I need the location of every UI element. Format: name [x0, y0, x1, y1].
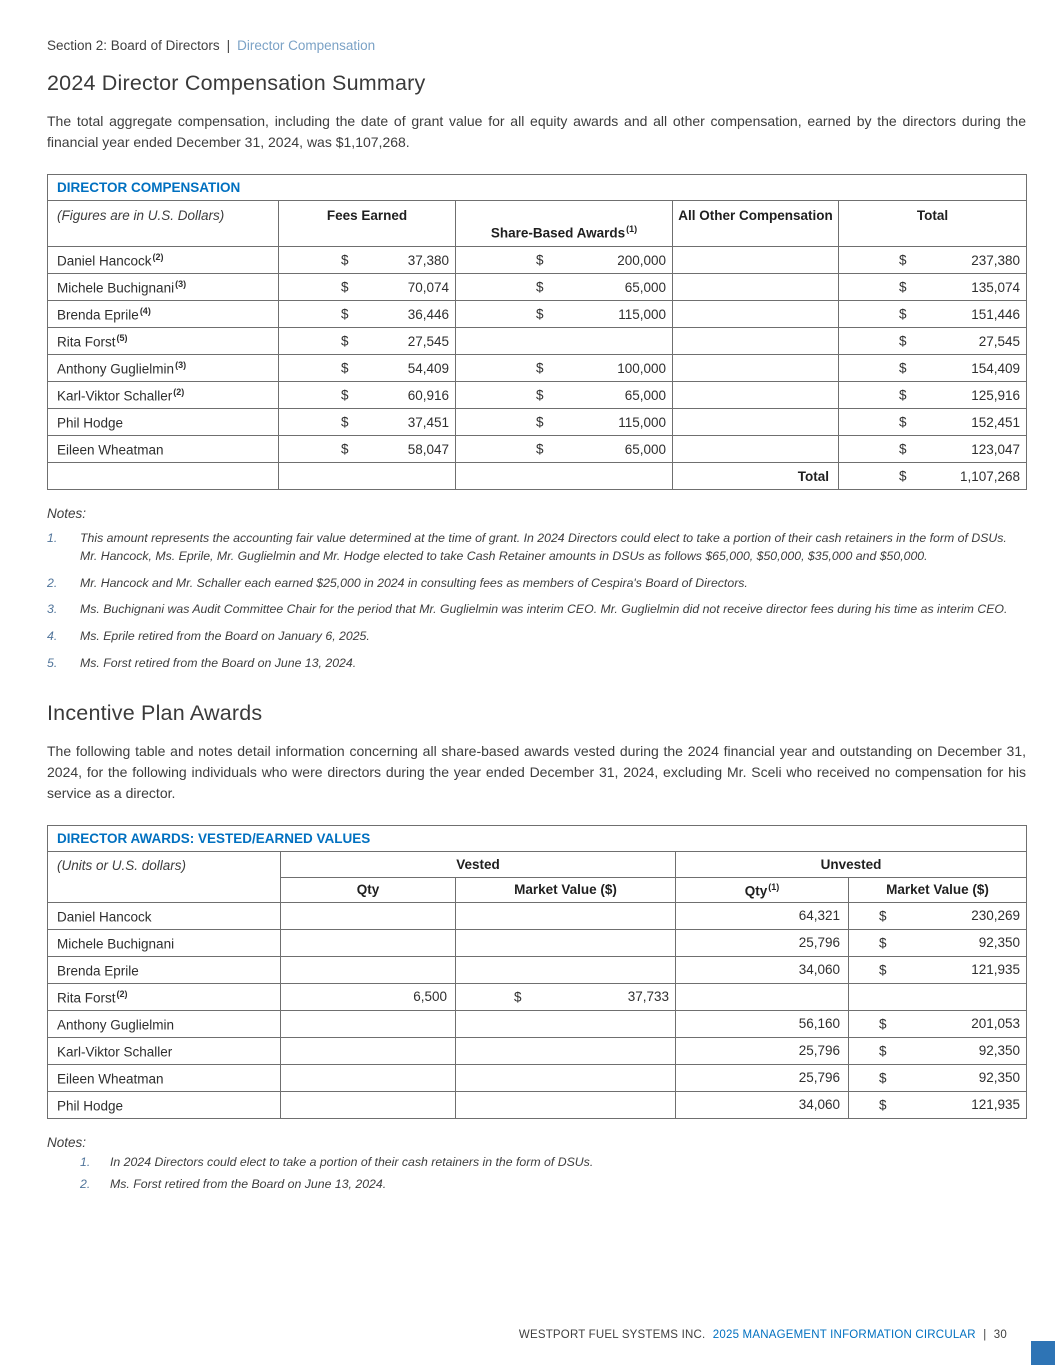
director-name-cell [48, 956, 281, 983]
unvested-qty-cell: 56,160 [676, 1010, 849, 1037]
table-row [48, 382, 1027, 409]
director-name: Phil Hodge [57, 415, 124, 431]
page-footer [519, 1329, 1007, 1341]
grand-total-amount: 1,107,268 [959, 468, 1020, 484]
vested-market-value-cell [456, 1010, 676, 1037]
footnote-ref: (3) [175, 278, 187, 289]
director-name-cell [48, 328, 279, 355]
director-name-cell [48, 247, 279, 274]
note-number: 2. [47, 575, 58, 590]
director-name-cell [48, 274, 279, 301]
fees-earned-cell: $ 54,409 [279, 355, 456, 382]
comp-table-body [48, 247, 1027, 463]
vested-qty-cell [281, 902, 456, 929]
incentive-paragraph: The following table and notes detail information concerning all share-based awards vested during the 2024 financial year and outstanding on December 31, 2024, for the following individuals who were directors during the year ended December 31, 2024, excluding Mr. Sceli who received no compensation for his service as a director. [47, 742, 1026, 801]
director-name-cell [48, 902, 281, 929]
footer-circular-title: 2025 MANAGEMENT INFORMATION CIRCULAR [712, 1329, 976, 1341]
total-row [48, 463, 1027, 490]
group-header-vested: Vested [281, 851, 676, 877]
director-name: Eileen Wheatman [57, 442, 164, 458]
unvested-qty-footnote-ref: (1) [768, 881, 780, 892]
note-number: 3. [47, 602, 58, 617]
total-cell: $ 135,074 [839, 274, 1027, 301]
director-compensation-table [47, 174, 1027, 490]
unvested-qty-cell: 34,060 [676, 956, 849, 983]
unvested-market-value-cell: $ 121,935 [849, 956, 1027, 983]
note-item [47, 655, 1026, 673]
unvested-qty-cell: 64,321 [676, 902, 849, 929]
note-text: Ms. Eprile retired from the Board on January 6, 2025. [80, 629, 370, 644]
col-header-total: Total [839, 201, 1027, 247]
breadcrumb [47, 38, 1026, 53]
vested-qty-cell [281, 1037, 456, 1064]
share-awards-cell: $ 200,000 [456, 247, 673, 274]
table-title-row [48, 175, 1027, 201]
col-header-fees-earned [279, 201, 456, 247]
total-cell: $ 123,047 [839, 436, 1027, 463]
footnote-ref: (2) [173, 386, 185, 397]
col-header-vested-market-value: Market Value ($) [456, 877, 676, 902]
director-name: Brenda Eprile [57, 307, 139, 323]
fees-earned-cell: $ 37,451 [279, 409, 456, 436]
director-name: Eileen Wheatman [57, 1071, 164, 1087]
note-text: Ms. Buchignani was Audit Committee Chair for the period that Mr. Guglielmin was interim CEO. Mr. Guglielmin did not receive director fees during his time as interim CEO. [80, 602, 1008, 617]
unvested-market-value-cell: $ 121,935 [849, 1091, 1027, 1118]
note-number: 1. [80, 1154, 91, 1169]
director-name: Daniel Hancock [57, 909, 152, 925]
director-name-cell [48, 409, 279, 436]
awards-notes-list [80, 1154, 1026, 1194]
director-name: Brenda Eprile [57, 963, 139, 979]
share-awards-cell: $ 65,000 [456, 382, 673, 409]
share-awards-cell: $ 115,000 [456, 409, 673, 436]
director-name-cell [48, 1010, 281, 1037]
note-text: Mr. Hancock and Mr. Schaller each earned $25,000 in 2024 in consulting fees as members of Cespira's Board of Directors. [80, 575, 748, 590]
awards-table-title: DIRECTOR AWARDS: VESTED/EARNED VALUES [48, 825, 1027, 851]
other-compensation-cell [673, 355, 839, 382]
vested-market-value-cell [456, 902, 676, 929]
unvested-market-value-cell: $ 201,053 [849, 1010, 1027, 1037]
director-name-cell [48, 1064, 281, 1091]
fees-earned-cell: $ 36,446 [279, 301, 456, 328]
empty-cell [456, 463, 673, 490]
other-compensation-cell [673, 274, 839, 301]
note-item [80, 1154, 1026, 1172]
note-number: 1. [47, 531, 58, 545]
awards-notes-section [47, 1135, 1026, 1194]
unvested-qty-cell: 25,796 [676, 1064, 849, 1091]
director-name: Karl-Viktor Schaller [57, 388, 173, 404]
director-name-cell [48, 301, 279, 328]
comp-notes-list [47, 530, 1026, 673]
unvested-market-value-cell: $ 92,350 [849, 1037, 1027, 1064]
other-compensation-cell [673, 328, 839, 355]
vested-market-value-cell [456, 1064, 676, 1091]
director-name: Anthony Guglielmin [57, 1017, 175, 1033]
director-name-cell [48, 382, 279, 409]
other-compensation-cell [673, 382, 839, 409]
table-row [48, 1091, 1027, 1118]
note-item [47, 628, 1026, 646]
table-row [48, 409, 1027, 436]
note-number: 2. [80, 1176, 91, 1191]
fees-earned-cell: $ 70,074 [279, 274, 456, 301]
director-name: Daniel Hancock [57, 253, 152, 269]
grand-total-cell [839, 463, 1027, 490]
table-row [48, 956, 1027, 983]
total-cell: $ 27,545 [839, 328, 1027, 355]
empty-cell [48, 463, 279, 490]
unvested-qty-cell: 25,796 [676, 1037, 849, 1064]
unvested-qty-cell: 25,796 [676, 929, 849, 956]
director-name-cell [48, 929, 281, 956]
footnote-ref: (5) [116, 332, 128, 343]
col-header-unvested-qty [676, 877, 849, 902]
notes-label: Notes: [47, 1134, 87, 1150]
total-cell: $ 237,380 [839, 247, 1027, 274]
director-name-cell [48, 436, 279, 463]
director-name: Anthony Guglielmin [57, 361, 175, 377]
note-item [80, 1176, 1026, 1194]
footer-separator: | [983, 1329, 987, 1341]
vested-qty-cell [281, 1064, 456, 1091]
note-item [47, 530, 1026, 566]
share-awards-cell: $ 65,000 [456, 436, 673, 463]
table-row [48, 929, 1027, 956]
table-row [48, 247, 1027, 274]
share-awards-cell: $ 100,000 [456, 355, 673, 382]
unvested-market-value-cell: $ 92,350 [849, 1064, 1027, 1091]
page-title: 2024 Director Compensation Summary [47, 71, 426, 95]
empty-cell [279, 463, 456, 490]
vested-market-value-cell [456, 929, 676, 956]
vested-qty-cell: 6,500 [281, 983, 456, 1010]
col-header-vested-qty: Qty [281, 877, 456, 902]
other-compensation-cell [673, 301, 839, 328]
notes-label: Notes: [47, 506, 87, 521]
comp-notes-section [47, 506, 1026, 673]
breadcrumb-section: Section 2: Board of Directors [47, 38, 220, 53]
director-name: Rita Forst [57, 334, 116, 350]
share-awards-cell [456, 328, 673, 355]
director-name-cell [48, 355, 279, 382]
director-name-cell [48, 983, 281, 1010]
col-header-unvested-market-value: Market Value ($) [849, 877, 1027, 902]
director-awards-table [47, 825, 1027, 1119]
fees-earned-cell: $ 27,545 [279, 328, 456, 355]
incentive-section-title: Incentive Plan Awards [47, 700, 263, 725]
comp-table-title: DIRECTOR COMPENSATION [48, 175, 1027, 201]
note-text: Ms. Forst retired from the Board on June 13, 2024. [110, 1176, 387, 1191]
other-compensation-cell [673, 247, 839, 274]
other-compensation-cell [673, 436, 839, 463]
vested-qty-cell [281, 956, 456, 983]
vested-market-value-cell: $ 37,733 [456, 983, 676, 1010]
col-header-units-note: (Figures are in U.S. Dollars) [48, 201, 279, 247]
note-item [47, 601, 1026, 619]
vested-qty-cell [281, 1091, 456, 1118]
table-row [48, 436, 1027, 463]
total-cell: $ 152,451 [839, 409, 1027, 436]
vested-market-value-cell [456, 1037, 676, 1064]
table-row [48, 1010, 1027, 1037]
col-header-share-based-awards [456, 201, 673, 247]
group-header-row [48, 851, 1027, 877]
table-title-row [48, 825, 1027, 851]
column-header-row [48, 201, 1027, 247]
footer-company-name: WESTPORT FUEL SYSTEMS INC. [518, 1329, 706, 1341]
table-row [48, 328, 1027, 355]
table-row [48, 983, 1027, 1010]
unvested-qty-label: Qty [744, 883, 768, 899]
share-awards-footnote-ref: (1) [626, 223, 638, 234]
unvested-market-value-cell: $ 92,350 [849, 929, 1027, 956]
director-name: Michele Buchignani [57, 936, 175, 952]
group-header-unvested: Unvested [676, 851, 1027, 877]
unvested-market-value-cell [849, 983, 1027, 1010]
note-number: 5. [47, 656, 58, 671]
director-name: Rita Forst [57, 990, 116, 1006]
corner-accent-bar [1031, 1341, 1055, 1365]
total-cell: $ 125,916 [839, 382, 1027, 409]
director-name: Karl-Viktor Schaller [57, 1044, 173, 1060]
col-header-units-note: (Units or U.S. dollars) [48, 851, 281, 902]
note-number: 4. [47, 629, 58, 644]
director-name-cell [48, 1091, 281, 1118]
share-awards-cell: $ 65,000 [456, 274, 673, 301]
table-row [48, 301, 1027, 328]
total-label: Total [673, 463, 839, 490]
share-awards-label: Share-Based Awards [490, 225, 626, 240]
unvested-qty-cell [676, 983, 849, 1010]
total-cell: $ 151,446 [839, 301, 1027, 328]
awards-table-body [48, 902, 1027, 1118]
breadcrumb-separator: | [226, 38, 231, 53]
vested-market-value-cell [456, 956, 676, 983]
director-name: Phil Hodge [57, 1098, 124, 1114]
footnote-ref: (2) [152, 251, 164, 262]
table-row [48, 1037, 1027, 1064]
currency-symbol: $ [899, 468, 907, 484]
note-text: This amount represents the accounting fair value determined at the time of grant. In 2024 Directors could elect to take a portion of their cash retainers in the form of DSUs. Mr. Hancock, Ms. Eprile, Mr. Guglielmin and Mr. Hodge elected to take Cash Retainer amounts in DSUs as follows $65,000, $50,000, $35,000 and $50,000. [80, 531, 1007, 563]
col-header-all-other-compensation: All Other Compensation [673, 201, 839, 247]
breadcrumb-subsection: Director Compensation [237, 38, 376, 53]
table-row [48, 355, 1027, 382]
vested-market-value-cell [456, 1091, 676, 1118]
total-cell: $ 154,409 [839, 355, 1027, 382]
vested-qty-cell [281, 929, 456, 956]
vested-qty-cell [281, 1010, 456, 1037]
fees-earned-cell: $ 58,047 [279, 436, 456, 463]
table-row [48, 1064, 1027, 1091]
footer-page-number: 30 [993, 1329, 1007, 1341]
fees-earned-cell: $ 60,916 [279, 382, 456, 409]
table-row [48, 274, 1027, 301]
footnote-ref: (2) [116, 988, 128, 999]
footnote-ref: (4) [139, 305, 151, 316]
other-compensation-cell [673, 409, 839, 436]
intro-paragraph: The total aggregate compensation, including the date of grant value for all equity awards and all other compensation, earned by the directors during the financial year ended December 31, 2024, was $1,107,268. [47, 113, 1026, 150]
footnote-ref: (3) [175, 359, 187, 370]
share-awards-cell: $ 115,000 [456, 301, 673, 328]
unvested-qty-cell: 34,060 [676, 1091, 849, 1118]
director-name: Michele Buchignani [57, 280, 175, 296]
table-row [48, 902, 1027, 929]
fees-earned-cell: $ 37,380 [279, 247, 456, 274]
note-text: Ms. Forst retired from the Board on June 13, 2024. [80, 656, 357, 671]
note-item [47, 575, 1026, 593]
note-text: In 2024 Directors could elect to take a portion of their cash retainers in the form of DSUs. [110, 1154, 594, 1169]
fees-earned-label: Fees Earned [326, 208, 408, 223]
unvested-market-value-cell: $ 230,269 [849, 902, 1027, 929]
director-name-cell [48, 1037, 281, 1064]
